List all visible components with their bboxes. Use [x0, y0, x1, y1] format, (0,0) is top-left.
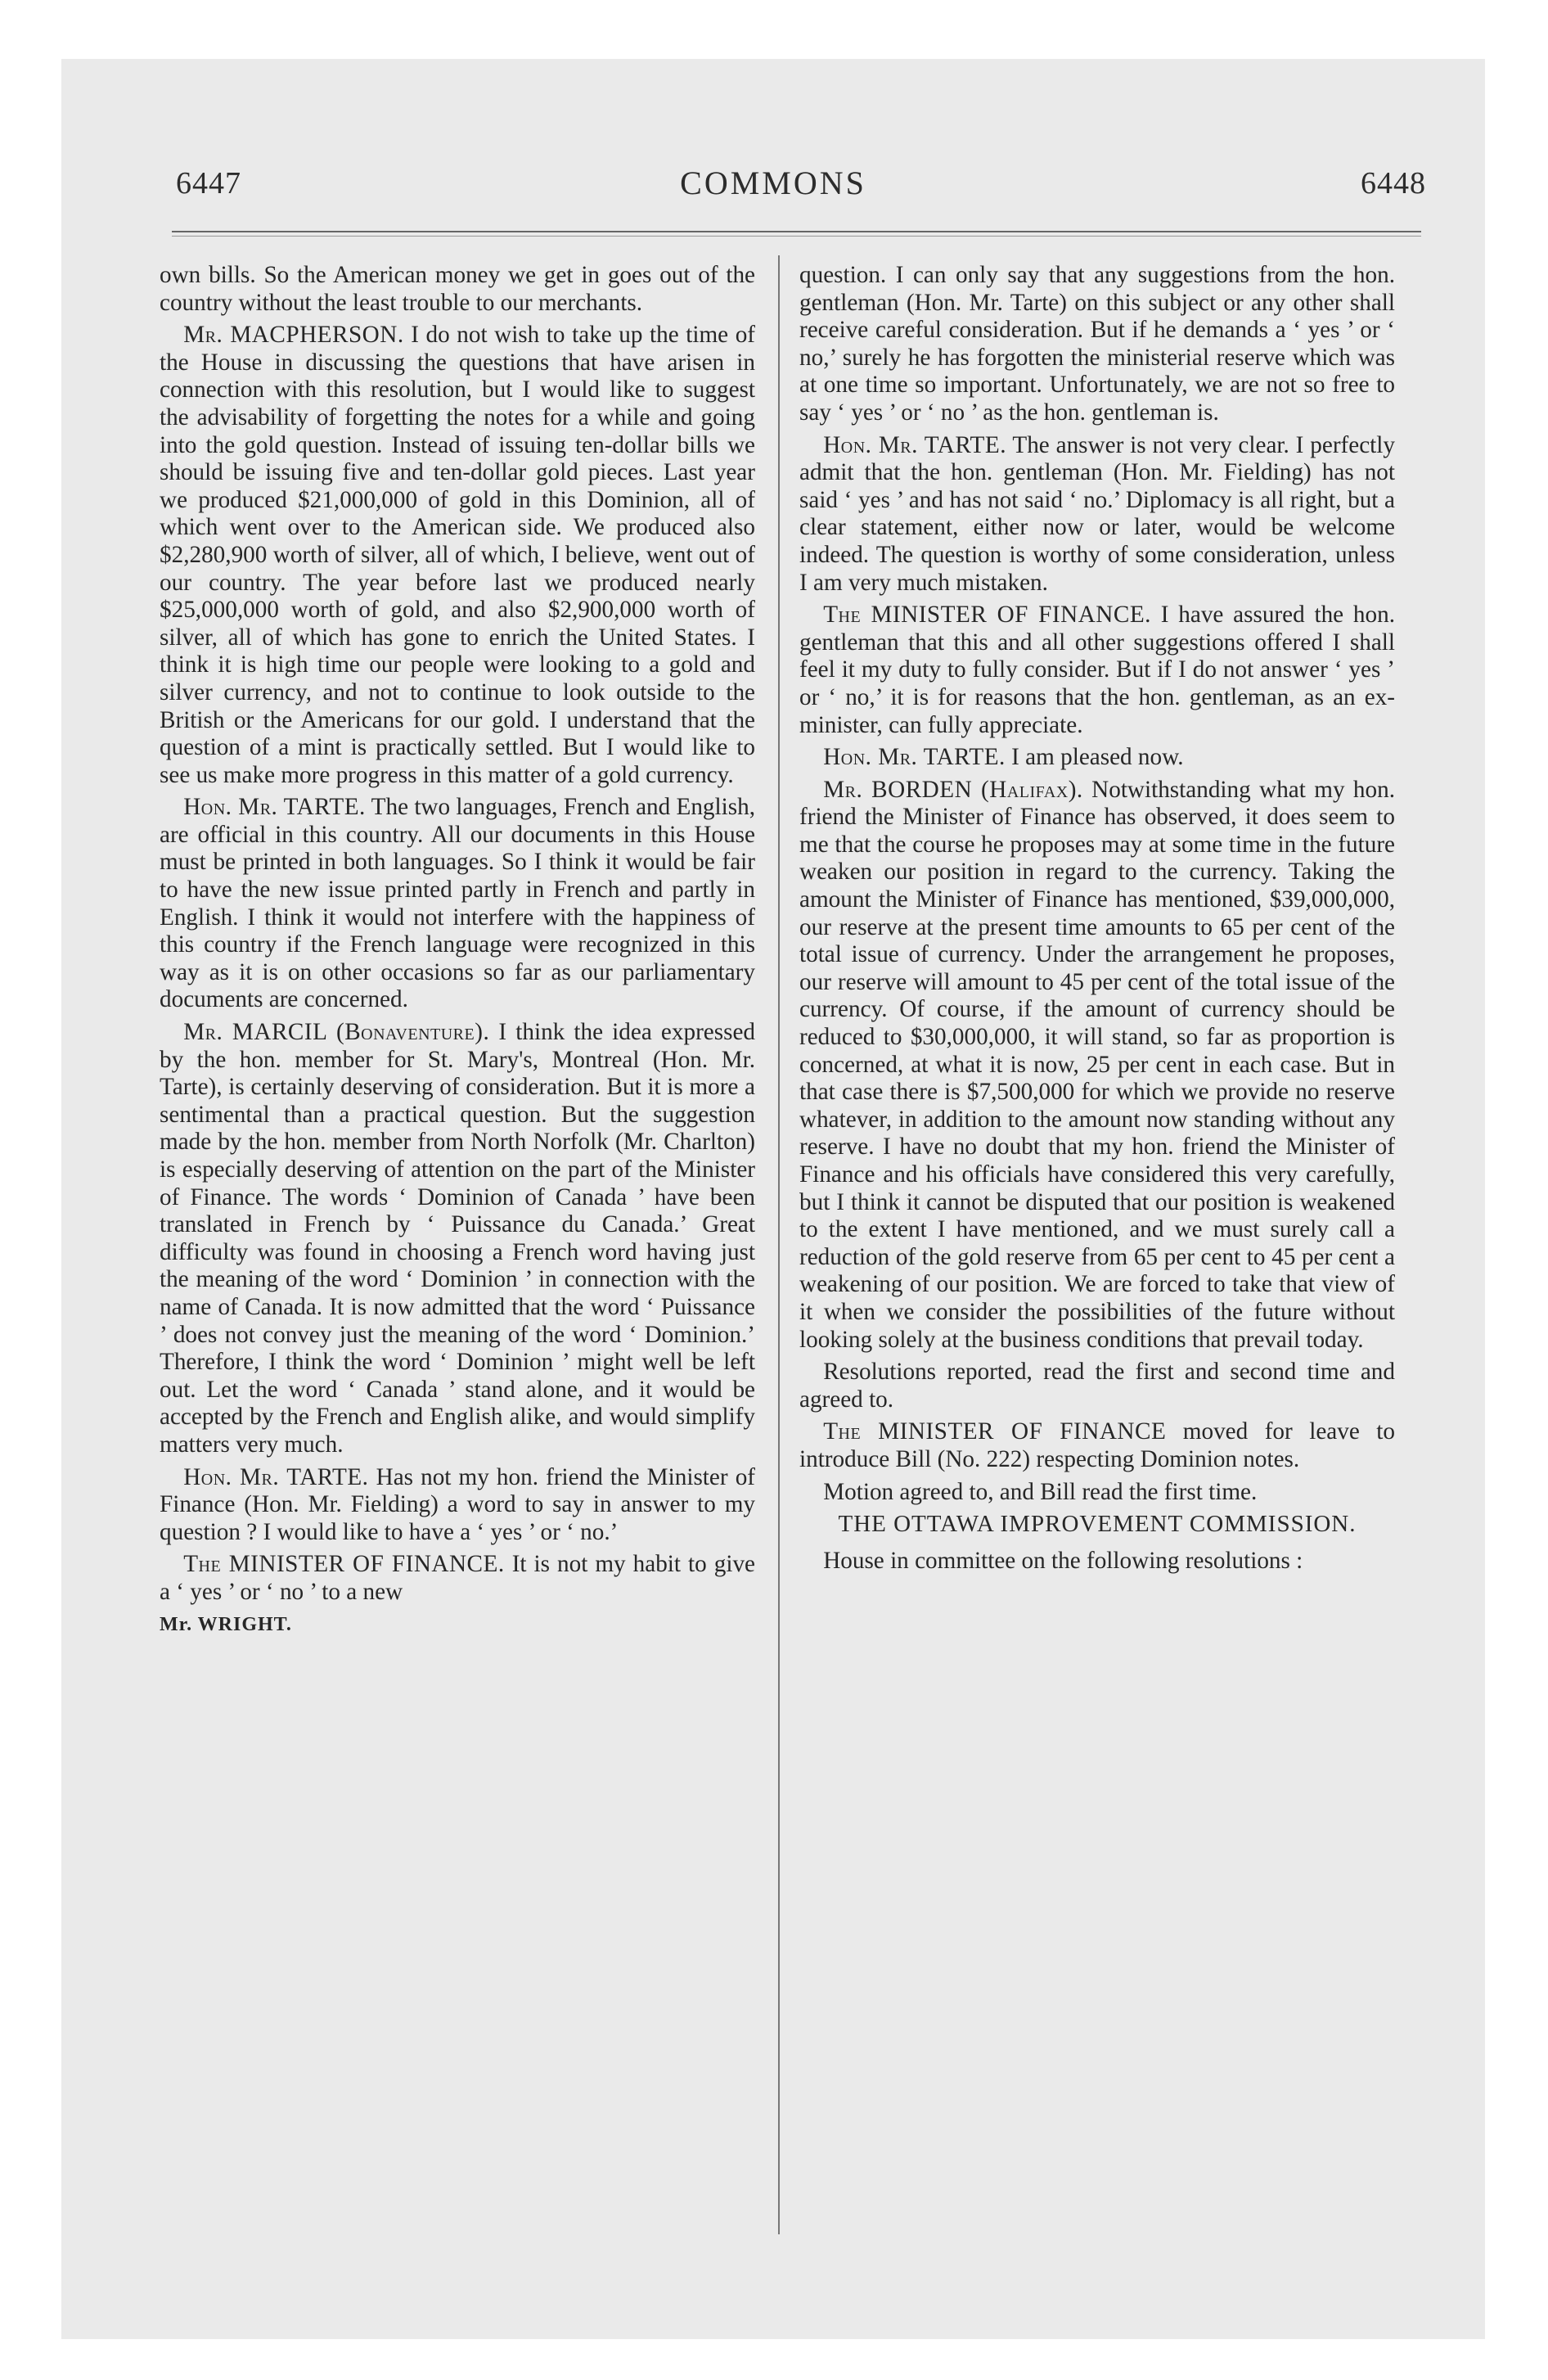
- paragraph: [799, 1418, 1395, 1473]
- paragraph-text: moved for leave to introduce Bill (No. 222) respecting Dominion notes.: [799, 1418, 1395, 1472]
- paragraph: [799, 602, 1395, 739]
- paragraph: [799, 1359, 1395, 1413]
- paragraph-text: Notwithstanding what my hon. friend the Minister of Finance has observed, it does seem to me that the course he proposes may at some time in the future weaken our position in regard to the currency. Taking the amount the Minister of Finance has mentioned, $39,000,000, our reserve at the present time amounts to 65 per cent of the total issue of currency. Under the arrangement he proposes, our reserve will amount to 45 per cent of the total issue of the currency. Of course, if the amount of currency should be reduced to $30,000,000, it will stand, so far as proportion is concerned, at what it is now, 25 per cent in each case. But in that case there is $7,500,000 for which we provide no reserve whatever, in addition to the amount now standing without any reserve. I have no doubt that my hon. friend the Minister of Finance and his officials have considered this very carefully, but I think it cannot be disputed that our position is weakened to the extent I have mentioned, and we must surely call a reduction of the gold reserve from 65 per cent to 45 per cent a weakening of our position. We are forced to take that view of it when we consider the possibilities of the future without looking solely at the business conditions that prevail today.: [799, 776, 1396, 1353]
- running-title: COMMONS: [680, 165, 866, 201]
- paragraph: [160, 1464, 755, 1547]
- speaker-name: Hon. Mr. TARTE.: [823, 431, 1007, 458]
- paragraph-text: Has not my hon. friend the Minister of Finance (Hon. Mr. Fielding) a word to say in answer to my question ? I would like to have a ‘ yes ’ or ‘ no.’: [160, 1463, 756, 1545]
- paragraph-text: Resolutions reported, read the first and second time and agreed to.: [799, 1359, 1395, 1413]
- speaker-name: Mr. MACPHERSON.: [183, 322, 404, 349]
- paragraph: [799, 262, 1395, 427]
- paragraph: [799, 1479, 1395, 1507]
- scanned-page: [61, 59, 1485, 2339]
- page-number-right: 6448: [1361, 166, 1426, 201]
- header-rule: [172, 231, 1421, 232]
- page-number-left: 6447: [176, 166, 241, 201]
- paragraph: [160, 262, 755, 317]
- speaker-name: Hon. Mr. TARTE.: [183, 1463, 369, 1490]
- paragraph-text: I am pleased now.: [1011, 744, 1184, 771]
- catchword: Mr. WRIGHT.: [160, 1613, 292, 1635]
- speaker-name: Mr. BORDEN (Halifax).: [823, 776, 1083, 803]
- paragraph-text: I have assured the hon. gentleman that this and all other suggestions offered I shall feel it my duty to fully consider. But if I do not answer ‘ yes ’ or ‘ no,’ it is for reasons that the hon. gentleman, as an ex-minister, can fully appreciate.: [799, 602, 1396, 738]
- paragraph-text: It is not my habit to give a ‘ yes ’ or ‘ no ’ to a new: [160, 1551, 755, 1605]
- paragraph-text: The two languages, French and English, are official in this country. All our documents in this House must be printed in both languages. So I think it would be fair to have the new issue printed partly in French and partly in English. I think it would not interfere with the happiness of this country if the French language were recognized in this way as it is on other occasions so far as our parliamentary documents are concerned.: [160, 794, 755, 1013]
- right-column: [799, 262, 1395, 1580]
- paragraph: [160, 322, 755, 789]
- column-divider: [778, 255, 780, 2234]
- paragraph-text: question. I can only say that any suggestions from the hon. gentleman (Hon. Mr. Tarte) on this subject or any other shall receive careful consideration. But if he demands a ‘ yes ’ or ‘ no,’ surely he has forgotten the ministerial reserve which was at one time so important. Unfortunately, we are not so free to say ‘ yes ’ or ‘ no ’ as the hon. gentleman is.: [799, 262, 1395, 426]
- speaker-name: Hon. Mr. TARTE.: [823, 744, 1006, 771]
- paragraph: [799, 432, 1395, 597]
- paragraph-text: The answer is not very clear. I perfectly admit that the hon. gentleman (Hon. Mr. Fielding) has not said ‘ yes ’ and has not said ‘ no.’ Diplomacy is all right, but a clear statement, either now or later, would be welcome indeed. The question is worthy of some consideration, unless I am very much mistaken.: [799, 431, 1395, 596]
- paragraph: [160, 1019, 755, 1459]
- speaker-name: Hon. Mr. TARTE.: [183, 794, 366, 821]
- paragraph-text: I do not wish to take up the time of the House in discussing the questions that have arisen in connection with this resolution, but I would like to suggest the advisability of forgetting the notes for a while and going into the gold question. Instead of issuing ten-dollar bills we should be issuing five and ten-dollar gold pieces. Last year we produced $21,000,000 of gold in this Dominion, all of which went over to the American side. We produced also $2,280,900 worth of silver, all of which, I believe, went out of our country. The year before last we produced nearly $25,000,000 worth of gold, and also $2,900,000 worth of silver, all of which has gone to enrich the United States. I think it is high time our people were looking to a gold and silver currency, and not to continue to look outside to the British or the Americans for our gold. I understand that the question of a mint is practically settled. But I would like to see us make more progress in this matter of a gold currency.: [160, 322, 756, 788]
- left-column: [160, 262, 755, 1639]
- paragraph: [799, 777, 1395, 1354]
- paragraph-text: Motion agreed to, and Bill read the first time.: [823, 1478, 1258, 1505]
- section-heading: THE OTTAWA IMPROVEMENT COMMISSION.: [838, 1511, 1357, 1538]
- paragraph-text: I think the idea expressed by the hon. member for St. Mary's, Montreal (Hon. Mr. Tarte), is certainly deserving of consideration. But it is more a sentimental than a practical question. But the suggestion made by the hon. member from North Norfolk (Mr. Charlton) is especially deserving of attention on the part of the Minister of Finance. The words ‘ Dominion of Canada ’ have been translated in French by ‘ Puissance du Canada.’ Great difficulty was found in choosing a French word having just the meaning of the word ‘ Dominion ’ in connection with the name of Canada. It is now admitted that the word ‘ Puissance ’ does not convey just the meaning of the word ‘ Dominion.’ Therefore, I think the word ‘ Dominion ’ might well be left out. Let the word ‘ Canada ’ stand alone, and it would be accepted by the French and English alike, and would simplify matters very much.: [160, 1019, 756, 1458]
- paragraph-text: House in committee on the following resolutions :: [823, 1548, 1303, 1575]
- paragraph-text: own bills. So the American money we get in goes out of the country without the least trouble to our merchants.: [160, 262, 755, 316]
- header-rule-thin: [172, 236, 1421, 237]
- speaker-name: The MINISTER OF FINANCE.: [823, 602, 1151, 629]
- paragraph: [799, 1548, 1395, 1575]
- paragraph: [799, 744, 1395, 772]
- paragraph: [160, 1551, 755, 1606]
- paragraph: [160, 794, 755, 1014]
- speaker-name: Mr. MARCIL (Bonaventure).: [183, 1019, 490, 1046]
- speaker-name: The MINISTER OF FINANCE: [823, 1418, 1167, 1445]
- speaker-name: The MINISTER OF FINANCE.: [183, 1551, 505, 1578]
